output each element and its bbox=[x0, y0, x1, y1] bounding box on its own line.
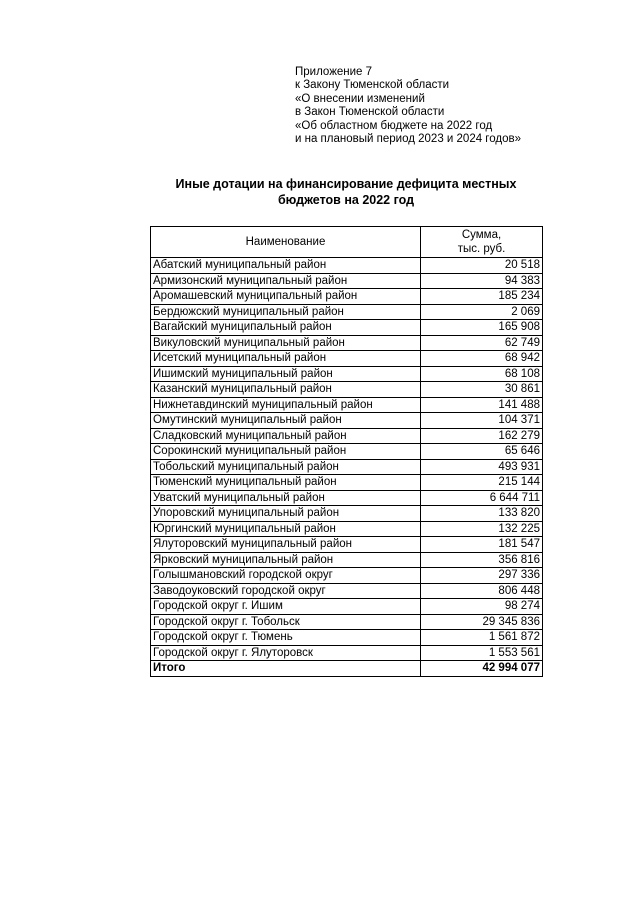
subsidy-amount: 181 547 bbox=[421, 537, 543, 553]
annex-line: и на плановый период 2023 и 2024 годов» bbox=[295, 133, 521, 146]
column-header-name-label: Наименование bbox=[245, 236, 326, 248]
annex-line: к Закону Тюменской области bbox=[295, 79, 450, 92]
municipality-name: Казанский муниципальный район bbox=[151, 382, 421, 398]
document-title bbox=[150, 176, 542, 208]
column-header-sum bbox=[421, 227, 543, 258]
municipality-name: Уватский муниципальный район bbox=[151, 490, 421, 506]
table-row bbox=[151, 459, 543, 475]
municipality-name: Голышмановский городской округ bbox=[151, 568, 421, 584]
annex-line: «О внесении изменений bbox=[295, 92, 425, 105]
annex-line: «Об областном бюджете на 2022 год bbox=[295, 119, 493, 132]
table-body bbox=[151, 258, 543, 661]
municipality-name: Юргинский муниципальный район bbox=[151, 521, 421, 537]
municipality-name: Тобольский муниципальный район bbox=[151, 459, 421, 475]
budget-table bbox=[150, 226, 543, 677]
subsidy-amount: 62 749 bbox=[421, 335, 543, 351]
municipality-name: Исетский муниципальный район bbox=[151, 351, 421, 367]
subsidy-amount: 104 371 bbox=[421, 413, 543, 429]
municipality-name: Сорокинский муниципальный район bbox=[151, 444, 421, 460]
table-row bbox=[151, 258, 543, 274]
subsidy-amount: 20 518 bbox=[421, 258, 543, 274]
subsidy-amount: 98 274 bbox=[421, 599, 543, 615]
table-row bbox=[151, 428, 543, 444]
total-row bbox=[151, 661, 543, 677]
municipality-name: Городской округ г. Тюмень bbox=[151, 630, 421, 646]
table-row bbox=[151, 413, 543, 429]
subsidy-amount: 29 345 836 bbox=[421, 614, 543, 630]
table-header bbox=[151, 227, 543, 258]
table-footer bbox=[151, 661, 543, 677]
table-row bbox=[151, 614, 543, 630]
table-row bbox=[151, 366, 543, 382]
subsidy-amount: 297 336 bbox=[421, 568, 543, 584]
subsidy-amount: 132 225 bbox=[421, 521, 543, 537]
table-row bbox=[151, 351, 543, 367]
municipality-name: Армизонский муниципальный район bbox=[151, 273, 421, 289]
table-row bbox=[151, 382, 543, 398]
table-row bbox=[151, 320, 543, 336]
subsidy-amount: 141 488 bbox=[421, 397, 543, 413]
annex-line: в Закон Тюменской области bbox=[295, 106, 445, 119]
subsidy-amount: 1 553 561 bbox=[421, 645, 543, 661]
column-header-sum-line: Сумма, bbox=[461, 229, 502, 241]
table-row bbox=[151, 583, 543, 599]
table-row bbox=[151, 289, 543, 305]
annex-line: Приложение 7 bbox=[295, 66, 373, 78]
annex-header bbox=[295, 66, 521, 146]
municipality-name: Сладковский муниципальный район bbox=[151, 428, 421, 444]
table-row bbox=[151, 599, 543, 615]
municipality-name: Омутинский муниципальный район bbox=[151, 413, 421, 429]
municipality-name: Ишимский муниципальный район bbox=[151, 366, 421, 382]
subsidy-amount: 6 644 711 bbox=[421, 490, 543, 506]
municipality-name: Городской округ г. Ялуторовск bbox=[151, 645, 421, 661]
table-row bbox=[151, 645, 543, 661]
municipality-name: Аромашевский муниципальный район bbox=[151, 289, 421, 305]
table-header-row bbox=[151, 227, 543, 258]
subsidy-amount: 68 942 bbox=[421, 351, 543, 367]
table-row bbox=[151, 630, 543, 646]
table-row bbox=[151, 490, 543, 506]
table-row bbox=[151, 568, 543, 584]
total-sum: 42 994 077 bbox=[421, 661, 543, 677]
subsidy-amount: 30 861 bbox=[421, 382, 543, 398]
municipality-name: Городской округ г. Ишим bbox=[151, 599, 421, 615]
municipality-name: Ялуторовский муниципальный район bbox=[151, 537, 421, 553]
municipality-name: Городской округ г. Тобольск bbox=[151, 614, 421, 630]
municipality-name: Нижнетавдинский муниципальный район bbox=[151, 397, 421, 413]
subsidy-amount: 1 561 872 bbox=[421, 630, 543, 646]
table-row bbox=[151, 537, 543, 553]
municipality-name: Упоровский муниципальный район bbox=[151, 506, 421, 522]
subsidy-amount: 68 108 bbox=[421, 366, 543, 382]
subsidy-amount: 162 279 bbox=[421, 428, 543, 444]
table-row bbox=[151, 273, 543, 289]
table-row bbox=[151, 444, 543, 460]
document-title-line: бюджетов на 2022 год bbox=[277, 193, 415, 207]
municipality-name: Бердюжский муниципальный район bbox=[151, 304, 421, 320]
table-row bbox=[151, 335, 543, 351]
table-row bbox=[151, 475, 543, 491]
municipality-name: Заводоуковский городской округ bbox=[151, 583, 421, 599]
subsidy-amount: 806 448 bbox=[421, 583, 543, 599]
table-row bbox=[151, 552, 543, 568]
municipality-name: Вагайский муниципальный район bbox=[151, 320, 421, 336]
table-row bbox=[151, 506, 543, 522]
document-title-line: Иные дотации на финансирование дефицита местных bbox=[175, 177, 517, 191]
subsidy-amount: 65 646 bbox=[421, 444, 543, 460]
subsidy-amount: 165 908 bbox=[421, 320, 543, 336]
subsidy-amount: 185 234 bbox=[421, 289, 543, 305]
subsidy-amount: 133 820 bbox=[421, 506, 543, 522]
subsidy-amount: 493 931 bbox=[421, 459, 543, 475]
table-row bbox=[151, 521, 543, 537]
total-label: Итого bbox=[151, 661, 421, 677]
table-row bbox=[151, 397, 543, 413]
subsidy-amount: 215 144 bbox=[421, 475, 543, 491]
municipality-name: Викуловский муниципальный район bbox=[151, 335, 421, 351]
column-header-name bbox=[151, 227, 421, 258]
subsidy-amount: 2 069 bbox=[421, 304, 543, 320]
municipality-name: Абатский муниципальный район bbox=[151, 258, 421, 274]
column-header-sum-line: тыс. руб. bbox=[457, 243, 506, 255]
table-row bbox=[151, 304, 543, 320]
municipality-name: Ярковский муниципальный район bbox=[151, 552, 421, 568]
subsidy-amount: 94 383 bbox=[421, 273, 543, 289]
subsidy-amount: 356 816 bbox=[421, 552, 543, 568]
municipality-name: Тюменский муниципальный район bbox=[151, 475, 421, 491]
